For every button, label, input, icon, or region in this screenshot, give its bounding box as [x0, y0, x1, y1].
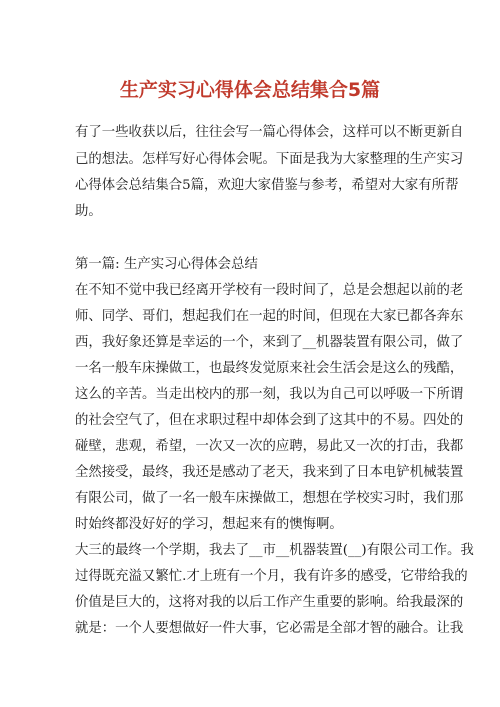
- paragraph-line: 时始终都没好好的学习，想起来有的懊悔啊。: [75, 517, 343, 532]
- paragraph-line: 己的想法。怎样写好心得体会呢。下面是我为大家整理的生产实习: [75, 152, 464, 167]
- paragraph-line: 心得体会总结集合5篇，欢迎大家借鉴与参考，希望对大家有所帮: [75, 178, 459, 193]
- section-heading: 第一篇: 生产实习心得体会总结: [75, 257, 258, 272]
- paragraph-line: 的社会空气了，但在求职过程中却体会到了这其中的不易。四处的: [75, 413, 464, 428]
- paragraph-line: 过得既充溢又繁忙.才上班有一个月，我有许多的感受，它带给我的: [75, 569, 468, 584]
- paragraph-line: 助。: [75, 204, 102, 219]
- paragraph-line: 大三的最终一个学期，我去了__市__机器装置(__)有限公司工作。我: [75, 543, 474, 558]
- paragraph-line: 有限公司，做了一名一般车床操做工，想想在学校实习时，我们那: [75, 491, 464, 506]
- paragraph-line: 这么的辛苦。当走出校内的那一刻，我以为自己可以呼吸一下所谓: [75, 387, 464, 402]
- paragraph-line: 碰壁，悲观，希望，一次又一次的应聘，易此又一次的打击，我都: [75, 439, 464, 454]
- paragraph-line: 在不知不觉中我已经离开学校有一段时间了，总是会想起以前的老: [75, 283, 464, 298]
- paragraph-line: 西，我好象还算是幸运的一个，来到了__机器装置有限公司，做了: [75, 335, 464, 350]
- paragraph-line: 价值是巨大的，这将对我的以后工作产生重要的影响。给我最深的: [75, 595, 464, 610]
- paragraph-line: 师、同学、哥们，想起我们在一起的时间，但现在大家已都各奔东: [75, 309, 464, 324]
- paragraph-line: 有了一些收获以后，往往会写一篇心得体会，这样可以不断更新自: [75, 125, 464, 140]
- paragraph-line: 一名一般车床操做工，也最终发觉原来社会生活会是这么的残酷，: [75, 361, 464, 376]
- paragraph-line: 全然接受，最终，我还是感动了老天，我来到了日本电铲机械装置: [75, 465, 464, 480]
- paragraph-line: 就是：一个人要想做好一件大事，它必需是全部才智的融合。让我: [75, 621, 464, 636]
- document-title: 生产实习心得体会总结集合5篇: [119, 79, 381, 101]
